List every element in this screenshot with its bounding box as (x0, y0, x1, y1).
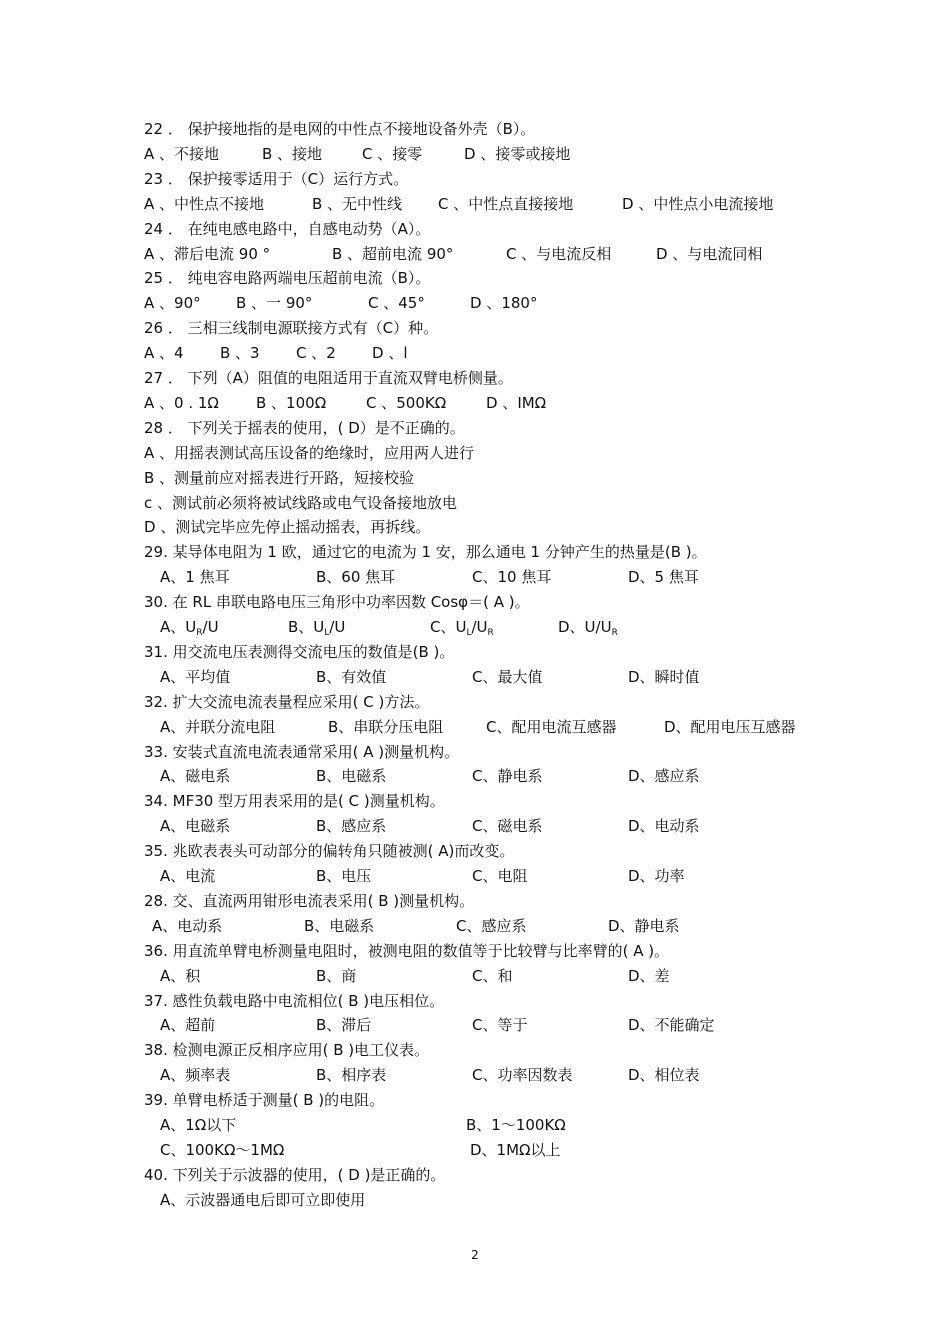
option-text: /U (329, 618, 346, 636)
answer-option: A、磁电系 (160, 767, 231, 786)
answer-option: A 、中性点不接地 (144, 194, 265, 213)
question-text: 30. 在 RL 串联电路电压三角形中功率因数 Cosφ＝( A )。 (144, 593, 530, 612)
answer-option: C、感应系 (456, 916, 527, 935)
answer-option: B 、测量前应对摇表进行开路，短接校验 (144, 468, 415, 487)
options-row (0, 814, 950, 839)
answer-option: C、静电系 (472, 767, 543, 786)
answer-option: D、配用电压互感器 (664, 717, 796, 736)
question-text: 22 ． 保护接地指的是电网的中性点不接地设备外壳（B）。 (144, 120, 536, 138)
answer-option: D、功率 (628, 867, 685, 885)
answer-option: D 、测试完毕应先停止摇动摇表，再拆线。 (144, 518, 431, 537)
option-text: A、U (160, 618, 197, 636)
answer-option-line (0, 491, 950, 516)
answer-option: B 、100Ω (256, 393, 327, 412)
options-row (0, 1013, 950, 1038)
question-text: 38. 检测电源正反相序应用( B )电工仪表。 (144, 1041, 430, 1060)
options-row (0, 242, 950, 267)
options-row (0, 142, 950, 167)
option-text: C、U (430, 618, 467, 636)
subscript: R (487, 628, 494, 638)
options-row (0, 341, 950, 366)
subscript: L (466, 628, 472, 638)
answer-option: B、串联分压电阻 (328, 717, 444, 736)
answer-option: B 、3 (220, 344, 260, 363)
question-text: 27 ． 下列（A）阻值的电阻适用于直流双臂电桥侧量。 (144, 369, 513, 387)
answer-option: C 、接零 (362, 144, 423, 163)
answer-option: B 、超前电流 90° (332, 244, 454, 263)
answer-option: D 、l (372, 344, 408, 363)
question-text: 33. 安装式直流电流表通常采用( A )测量机构。 (144, 742, 460, 761)
answer-option: D 、接零或接地 (464, 144, 571, 163)
answer-option: D、感应系 (628, 767, 700, 786)
options-row (0, 1113, 950, 1138)
answer-option: B 、接地 (262, 144, 323, 163)
page-number: 2 (471, 1248, 479, 1262)
answer-option: C、最大值 (472, 667, 543, 686)
answer-option: B、相序表 (316, 1066, 387, 1085)
answer-option: D 、IMΩ (486, 393, 547, 412)
options-row (0, 192, 950, 217)
answer-option: D 、180° (470, 294, 538, 313)
options-row (0, 864, 950, 889)
answer-option: D、电动系 (628, 817, 700, 836)
option-text: B、U (288, 618, 325, 636)
question-text: 28 ． 下列关于摇表的使用，( D）是不正确的。 (144, 418, 465, 437)
answer-option: C、10 焦耳 (472, 568, 552, 587)
question-text: 39. 单臂电桥适于测量( B )的电阻。 (144, 1091, 385, 1110)
options-row (0, 715, 950, 740)
answer-option: B、电压 (316, 867, 372, 885)
answer-option: D、5 焦耳 (628, 568, 699, 587)
answer-option: A 、不接地 (144, 144, 220, 163)
answer-option: D、1MΩ以上 (470, 1140, 561, 1159)
answer-option: B、感应系 (316, 817, 387, 836)
options-row (0, 565, 950, 590)
answer-option (160, 615, 219, 640)
question-text: 37. 感性负载电路中电流相位( B )电压相位。 (144, 991, 445, 1010)
subscript: R (611, 628, 618, 638)
option-text: /U (202, 618, 219, 636)
options-row (0, 914, 950, 939)
question-text: 34. MF30 型万用表采用的是( C )测量机构。 (144, 792, 445, 811)
options-row (0, 391, 950, 416)
answer-option: C 、与电流反相 (506, 244, 612, 263)
answer-option: A 、用摇表测试高压设备的绝缘时，应用两人进行 (144, 443, 475, 462)
answer-option: B、滞后 (316, 1016, 372, 1035)
options-row (0, 615, 950, 640)
answer-option: A、1 焦耳 (160, 568, 230, 587)
answer-option: D 、与电流同相 (656, 244, 763, 263)
answer-option: C 、45° (368, 294, 425, 313)
answer-option: D、瞬时值 (628, 667, 700, 686)
answer-option-line (0, 441, 950, 466)
subscript: R (196, 628, 203, 638)
answer-option: A、频率表 (160, 1066, 231, 1085)
answer-option: C、配用电流互感器 (486, 717, 617, 736)
question-text: 25 ． 纯电容电路两端电压超前电流（B）。 (144, 269, 431, 288)
answer-option-line (0, 466, 950, 491)
question-text: 29. 某导体电阻为 1 欧，通过它的电流为 1 安，那么通电 1 分钟产生的热量是(B )。 (144, 543, 707, 562)
answer-option: C 、中性点直接接地 (438, 194, 574, 213)
question-text: 31. 用交流电压表测得交流电压的数值是(B )。 (144, 642, 455, 661)
answer-option: A、电磁系 (160, 817, 231, 836)
question-text: 40. 下列关于示波器的使用，( D )是正确的。 (144, 1165, 446, 1184)
option-text: D、U/U (558, 618, 612, 636)
answer-option: D、不能确定 (628, 1016, 715, 1035)
answer-option: A、平均值 (160, 667, 231, 686)
question-text: 35. 兆欧表表头可动部分的偏转角只随被测( A)而改变。 (144, 842, 515, 861)
answer-option (288, 615, 345, 640)
question-text: 26 ． 三相三线制电源联接方式有（C）种。 (144, 319, 439, 338)
answer-option: C、等于 (472, 1016, 528, 1035)
answer-option: B、60 焦耳 (316, 568, 396, 587)
answer-option: A、电流 (160, 867, 216, 885)
question-text: 23 ． 保护接零适用于（C）运行方式。 (144, 169, 409, 188)
answer-option: D 、中性点小电流接地 (622, 194, 774, 213)
answer-option: A、电动系 (152, 916, 223, 935)
options-row (0, 1063, 950, 1088)
answer-option: C、100KΩ～1MΩ (160, 1140, 285, 1159)
answer-option-line (0, 1188, 950, 1213)
answer-option: B、1～100KΩ (466, 1116, 566, 1134)
answer-option: A 、4 (144, 344, 184, 363)
question-text: 32. 扩大交流电流表量程应采用( C )方法。 (144, 692, 430, 711)
answer-option: A、1Ω以下 (160, 1116, 237, 1134)
answer-option: B、电磁系 (316, 767, 387, 786)
answer-option: B 、无中性线 (312, 194, 403, 213)
answer-option: C、磁电系 (472, 817, 543, 836)
options-row (0, 1138, 950, 1163)
answer-option: A 、滞后电流 90 ° (144, 244, 271, 263)
answer-option (430, 615, 494, 640)
options-row (0, 964, 950, 989)
answer-option: A 、0 . 1Ω (144, 393, 219, 412)
answer-option: C、和 (472, 966, 513, 985)
question-text: 28. 交、直流两用钳形电流表采用( B )测量机构。 (144, 891, 475, 910)
answer-option: C、电阻 (472, 867, 528, 885)
question-text: 36. 用直流单臂电桥测量电阻时，被测电阻的数值等于比较臂与比率臂的( A )。 (144, 941, 670, 960)
answer-option: A、超前 (160, 1016, 216, 1035)
answer-option: B、电磁系 (304, 916, 375, 935)
options-row (0, 291, 950, 316)
answer-option: B 、一 90° (236, 294, 313, 313)
options-row (0, 665, 950, 690)
answer-option: D、差 (628, 966, 670, 985)
question-text: 24 ． 在纯电感电路中，自感电动势（A）。 (144, 219, 431, 238)
answer-option: C 、2 (296, 344, 336, 363)
answer-option: A、并联分流电阻 (160, 717, 276, 736)
answer-option: B、商 (316, 966, 357, 985)
answer-option: B、有效值 (316, 667, 387, 686)
subscript: L (324, 628, 330, 638)
answer-option: C、功率因数表 (472, 1066, 573, 1085)
answer-option: c 、测试前必须将被试线路或电气设备接地放电 (144, 493, 458, 512)
answer-option: C 、500KΩ (366, 393, 447, 412)
option-text: /U (471, 618, 488, 636)
answer-option-line (0, 515, 950, 540)
answer-option: A、示波器通电后即可立即使用 (160, 1190, 366, 1209)
answer-option: A、积 (160, 966, 201, 985)
answer-option: D、静电系 (608, 916, 680, 935)
options-row (0, 764, 950, 789)
answer-option: D、相位表 (628, 1066, 700, 1085)
answer-option: A 、90° (144, 294, 201, 313)
answer-option (558, 615, 618, 640)
